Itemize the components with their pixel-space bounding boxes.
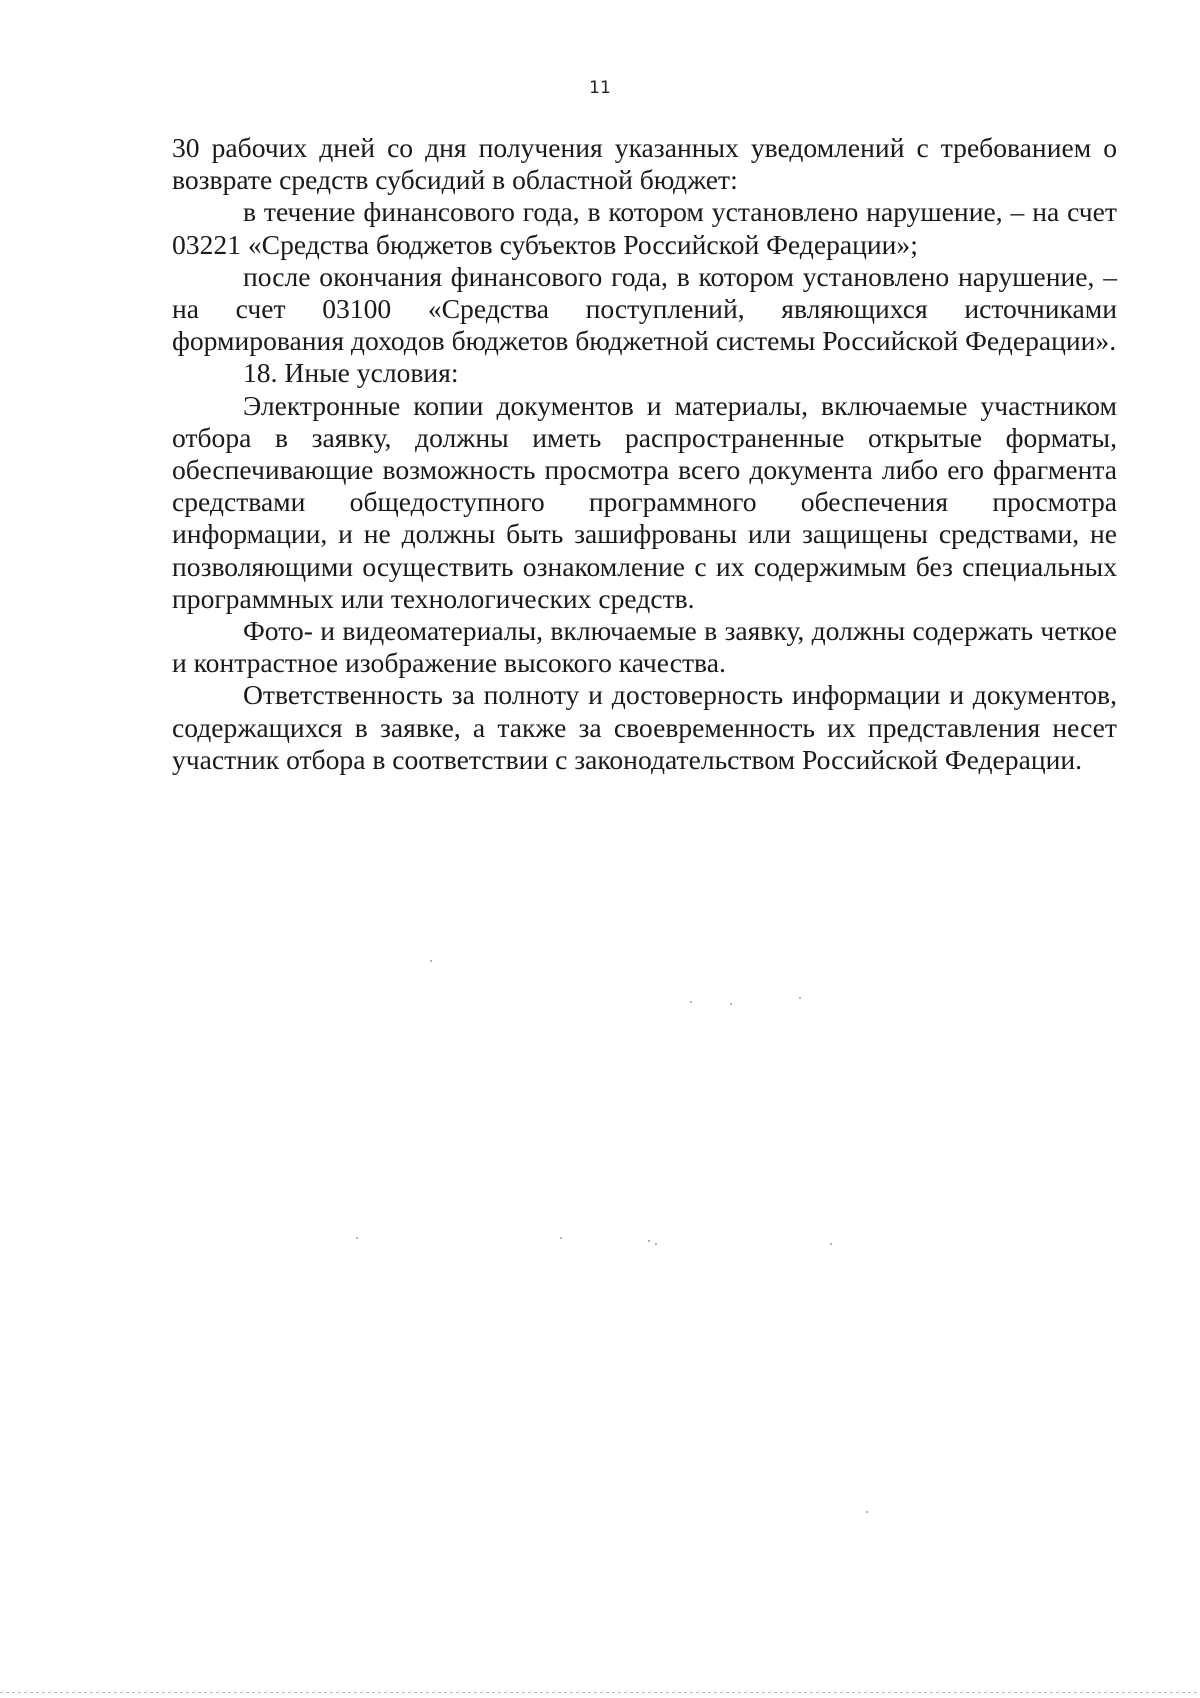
scan-speck bbox=[655, 1243, 657, 1245]
scan-speck bbox=[690, 1001, 692, 1003]
paragraph-photo-video: Фото- и видеоматериалы, включаемые в заявку, должны содержать четкое и контрастное изображение высокого качества. bbox=[172, 615, 1117, 679]
page-number: 11 bbox=[589, 78, 611, 98]
scan-speck bbox=[799, 997, 801, 999]
scan-speck bbox=[648, 1240, 650, 1242]
section-heading-other-conditions: 18. Иные условия: bbox=[243, 357, 459, 389]
scan-speck bbox=[830, 1243, 832, 1245]
scan-speck bbox=[430, 960, 432, 962]
paragraph-electronic-copies: Электронные копии документов и материалы, включаемые участником отбора в заявку, должны иметь распространенные открытые форматы, обеспечивающие возможность просмотра всего документа либо его фрагмента средствами общедоступного программного обеспечения просмотра информации, и не должны быть зашифрованы или защищены средствами, не позволяющими осуществить ознакомление с их содержимым без специальных программных или технологических средств. bbox=[172, 389, 1117, 614]
document-body bbox=[172, 132, 1117, 776]
scan-bottom-edge bbox=[0, 1692, 1200, 1693]
scan-speck bbox=[356, 1237, 358, 1239]
scan-speck bbox=[866, 1511, 868, 1513]
scan-speck bbox=[730, 1003, 732, 1005]
scan-speck bbox=[560, 1237, 562, 1239]
paragraph-responsibility: Ответственность за полноту и достоверность информации и документов, содержащихся в заявке, а также за своевременность их представления несет участник отбора в соответствии с законодательством Российской Федерации. bbox=[172, 679, 1117, 775]
paragraph-current-year-account: в течение финансового года, в котором установлено нарушение, – на счет 03221 «Средства бюджетов субъектов Российской Федерации»; bbox=[172, 196, 1117, 260]
paragraph-return-deadline: 30 рабочих дней со дня получения указанных уведомлений с требованием о возврате средств субсидий в областной бюджет: bbox=[172, 132, 1117, 196]
paragraph-after-year-account: после окончания финансового года, в котором установлено нарушение, – на счет 03100 «Средства поступлений, являющихся источниками формирования доходов бюджетов бюджетной системы Российской Федерации». bbox=[172, 260, 1117, 357]
